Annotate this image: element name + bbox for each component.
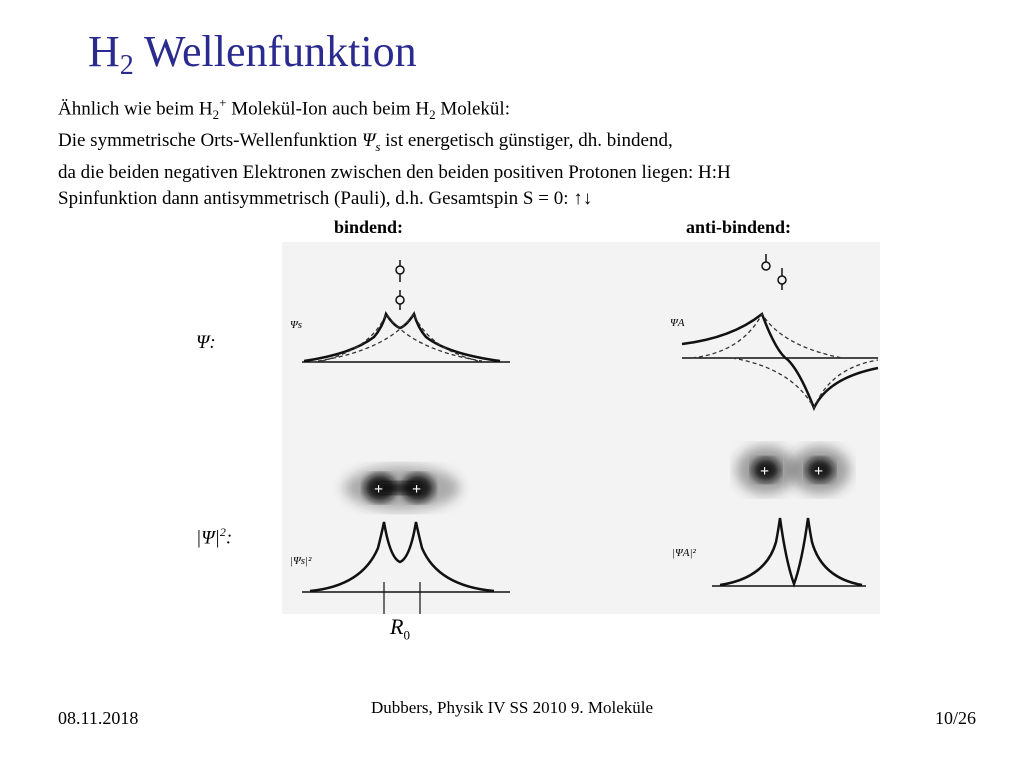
col-header-bindend: bindend: (334, 217, 404, 237)
title-subscript: 2 (119, 50, 134, 81)
row-label-psi: Ψ: (196, 332, 216, 353)
title-rest: Wellenfunktion (133, 27, 417, 76)
body-text (58, 90, 731, 212)
panel-label-psi-s: Ψs (290, 319, 303, 331)
r0-label-sub: 0 (403, 627, 410, 643)
row-label-psi2-a: |Ψ| (196, 527, 220, 549)
l2-psi: Ψ (361, 130, 376, 152)
row-label-psi2-sup: 2 (219, 525, 226, 539)
col-header-antibindend: anti-bindend: (686, 217, 792, 237)
footer-date: 08.11.2018 (58, 708, 139, 728)
l2-sub: s (375, 138, 381, 154)
footer-center: Dubbers, Physik IV SS 2010 9. Moleküle (370, 698, 654, 717)
row-label-psi2-b: : (225, 527, 233, 549)
panel-label-psi2-s: |Ψs|² (290, 555, 312, 567)
l1-sub: 2 (212, 107, 220, 123)
panel-label-psi2-a: |ΨA|² (672, 547, 696, 559)
l1-part-c: Molekül: (435, 98, 510, 120)
footer-page-number: 10/26 (934, 708, 976, 728)
text-line-4: Spinfunktion dann antisymmetrisch (Pauli), d.h. Gesamtspin S = 0: ↑↓ (58, 187, 593, 209)
l2-part-a: Die symmetrische Orts-Wellenfunktion (58, 130, 362, 152)
text-line-3: da die beiden negativen Elektronen zwischen den beiden positiven Protonen liegen: H:H (58, 161, 731, 183)
r0-label (390, 614, 410, 643)
l1-sub2: 2 (429, 107, 436, 123)
l1-part-b: Molekül-Ion auch beim H (226, 98, 430, 120)
proton-left-bindend: + (374, 481, 384, 498)
proton-left-antibindend: + (760, 463, 770, 480)
wavefunction-figure (282, 242, 880, 614)
slide-title (88, 26, 417, 82)
proton-right-antibindend: + (814, 463, 824, 480)
l1-sup: + (219, 95, 227, 110)
title-text: H (88, 27, 120, 76)
l1-part-a: Ähnlich wie beim H (58, 98, 213, 120)
panel-label-psi-a: ΨA (670, 317, 685, 329)
text-line-2 (58, 128, 731, 160)
r0-label-main: R (390, 614, 404, 639)
l2-part-b: ist energetisch günstiger, dh. bindend, (380, 130, 673, 152)
proton-right-bindend: + (412, 481, 422, 498)
text-line-1 (58, 90, 731, 128)
row-label-psi-squared (196, 525, 232, 549)
